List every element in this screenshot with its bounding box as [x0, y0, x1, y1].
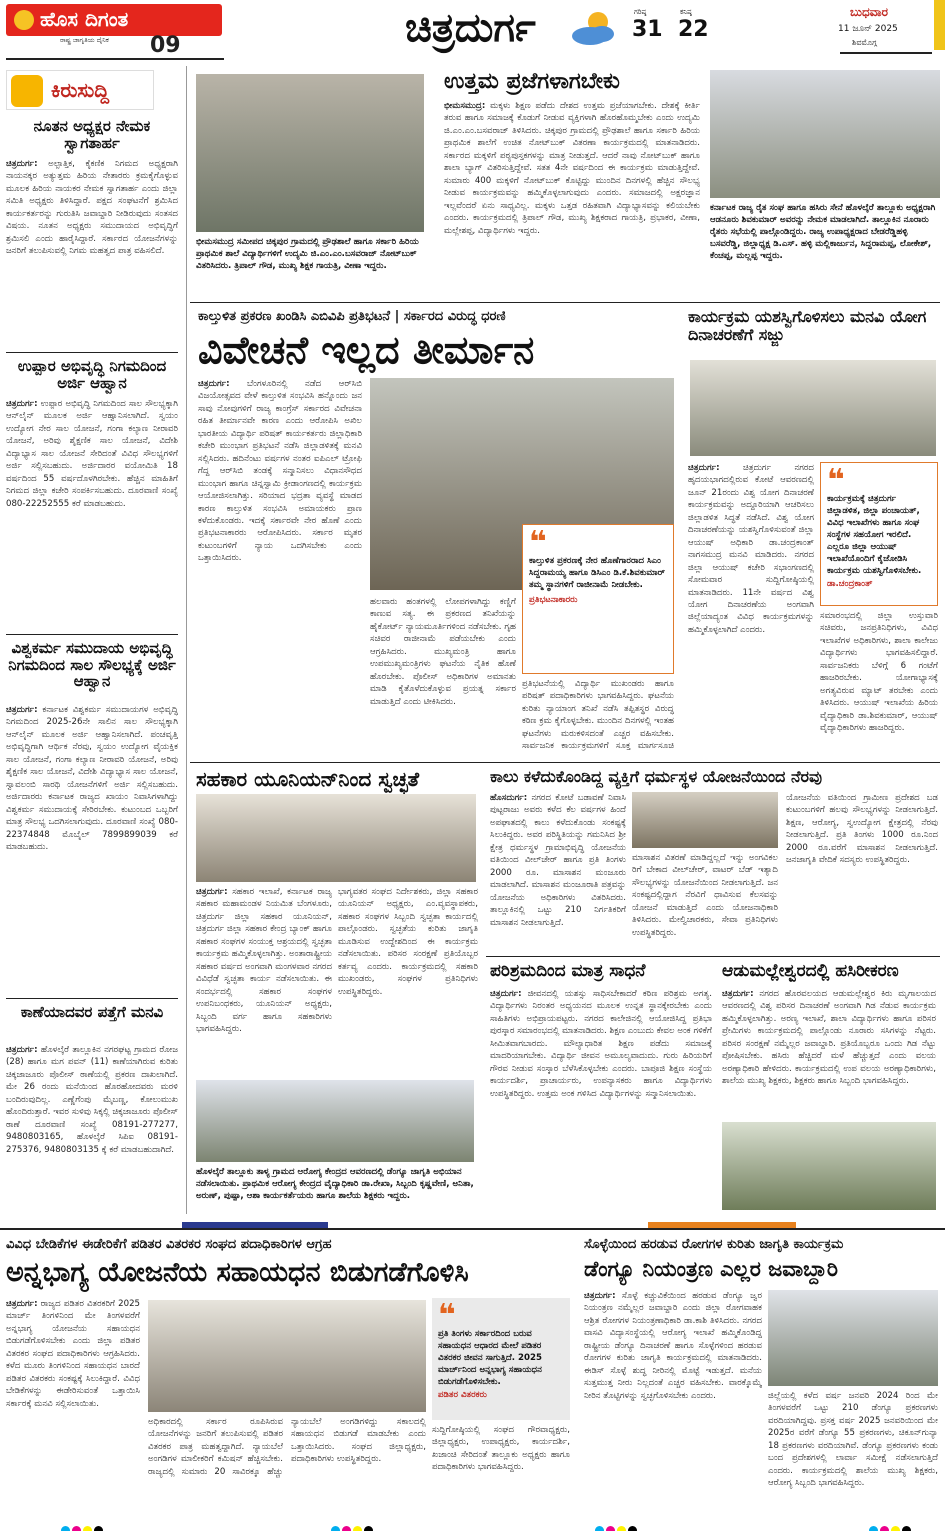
- edge-strip: [934, 0, 945, 50]
- lead-headline: ವಿವೇಚನೆ ಇಲ್ಲದ ತೀರ್ಮಾನ: [198, 328, 535, 372]
- dengue-story: [580, 1234, 940, 1520]
- sahakara-headline: ಸಹಕಾರ ಯೂನಿಯನ್‌ನಿಂದ ಸ್ವಚ್ಛತೆ: [196, 767, 420, 791]
- annabhagya-kicker: ವಿವಿಧ ಬೇಡಿಕೆಗಳ ಈಡೇರಿಕೆಗೆ ಪಡಿತರ ವಿತರಕರ ಸಂಘದ ಪದಾಧಿಕಾರಿಗಳ ಆಗ್ರಹ: [6, 1237, 332, 1252]
- weather-icon: [568, 8, 620, 48]
- yoga-story: [684, 306, 940, 758]
- registration-marks-right: [868, 1520, 912, 1530]
- section-title: ಚಿತ್ರದುರ್ಗ: [405, 5, 536, 51]
- annabhagya-headline: ಅನ್ನಭಾಗ್ಯ ಯೋಜನೆಯ ಸಹಾಯಧನ ಬಿಡುಗಡೆಗೊಳಿಸಿ: [6, 1257, 469, 1288]
- registration-marks-left: [60, 1520, 104, 1530]
- yoga-quote: [820, 462, 938, 606]
- dot: [72, 1526, 81, 1531]
- dengue-school-photo: [196, 1080, 474, 1162]
- annabhagya-story: [0, 1234, 574, 1520]
- sahakara-photo: [196, 794, 476, 882]
- dengue-body-col1: ಚಿತ್ರದುರ್ಗ: ಸೊಳ್ಳೆ ಕಚ್ಚುವಿಕೆಯಿಂದ ಹರಡುವ ಡೆಂಗ್ಯೂ ಜ್ವರ ನಿಯಂತ್ರಣ ನಮ್ಮೆಲ್ಲರ ಜವಾಬ್ದಾರಿ ಎಂದು ಜಿಲ್ಲಾ ರೋಗವಾಹಕ ಆಶ್ರಿತ ರೋಗಗಳ ನಿಯಂತ್ರಣಾಧಿಕಾರಿ ಡಾ.ಕಾಶಿ ತಿಳಿಸಿದರು. ನಗರದ ವಾಸವಿ ವಿದ್ಯಾಸಂಸ್ಥೆಯಲ್ಲಿ ಆರೋಗ್ಯ ಇಲಾಖೆ ಹಮ್ಮಿಕೊಂಡಿದ್ದ ರಾಷ್ಟ್ರೀಯ ಡೆಂಗ್ಯೂ ದಿನಾಚರಣೆ ಹಾಗೂ ಸೊಳ್ಳೆಗಳಿಂದ ಹರಡುವ ರೋಗಗಳ ಕುರಿತು ಜಾಗೃತಿ ಕಾರ್ಯಕ್ರಮದಲ್ಲಿ ಮಾತನಾಡಿದರು. ಈಡಿಸ್ ಸೊಳ್ಳೆ ಶುದ್ಧ ನೀರಿನಲ್ಲಿ ಮೊಟ್ಟೆ ಇಡುತ್ತದೆ. ಮನೆಯ ಸುತ್ತಮುತ್ತ ನೀರು ನಿಲ್ಲದಂತೆ ಎಚ್ಚರ ವಹಿಸಬೇಕು. ವಾರಕ್ಕೊಮ್ಮೆ ನೀರಿನ ತೊಟ್ಟಿಗಳನ್ನು ಸ್ವಚ್ಛಗೊಳಿಸಬೇಕು ಎಂದರು.: [584, 1291, 762, 1401]
- dot: [364, 1526, 373, 1531]
- annabhagya-body-col2: ಅಧಿಕಾರದಲ್ಲಿ ಸರ್ಕಾರ ರೂಪಿಸಿರುವ ಯೋಜನೆಗಳನ್ನು ಜನರಿಗೆ ತಲುಪಿಸುವಲ್ಲಿ ಪಡಿತರ ವಿತರಕರ ಪಾತ್ರ ಮಹತ್ವದ್ದಾಗಿದೆ. ನ್ಯಾಯಬೆಲೆ ಅಂಗಡಿಗಳ ಮಾಲೀಕರಿಗೆ ಕಮಿಷನ್ ಹೆಚ್ಚಿಸಬೇಕು. ರಾಜ್ಯದಲ್ಲಿ ಸುಮಾರು 20 ಸಾವಿರಕ್ಕೂ ಹೆಚ್ಚು ನ್ಯಾಯಬೆಲೆ ಅಂಗಡಿಗಳಿದ್ದು ಸಕಾಲದಲ್ಲಿ ಸಹಾಯಧನ ಬಿಡುಗಡೆ ಮಾಡಬೇಕು ಎಂದು ಒತ್ತಾಯಿಸಿದರು. ಸಂಘದ ಜಿಲ್ಲಾಧ್ಯಕ್ಷರು, ಪದಾಧಿಕಾರಿಗಳು ಉಪಸ್ಥಿತರಿದ್ದರು.: [148, 1417, 426, 1477]
- dengue-school-caption: ಹೊಳಲ್ಕೆರೆ ತಾಲ್ಲೂಕು ತಾಳ್ಯ ಗ್ರಾಮದ ಆರೋಗ್ಯ ಕೇಂದ್ರದ ಆವರಣದಲ್ಲಿ ಡೆಂಗ್ಯೂ ಜಾಗೃತಿ ಅಭಿಯಾನ ನಡೆಸಲಾಯಿತು. ಪ್ರಾಥಮಿಕ ಆರೋಗ್ಯ ಕೇಂದ್ರದ ವೈದ್ಯಾಧಿಕಾರಿ ಡಾ.ರೇಖಾ, ಸಿಬ್ಬಂದಿ ಕೃಷ್ಣವೇಣಿ, ಅನಿತಾ, ಅರುಣ್, ಪುಷ್ಪಾ, ಆಶಾ ಕಾರ್ಯಕರ್ತೆಯರು ಹಾಗೂ ಶಾಲೆಯ ಶಿಕ್ಷಕರು ಇದ್ದರು.: [196, 1167, 474, 1202]
- dengue-headline: ಡೆಂಗ್ಯೂ ನಿಯಂತ್ರಣ ಎಲ್ಲರ ಜವಾಬ್ದಾರಿ: [584, 1257, 838, 1281]
- sahakara-body-col1: ಚಿತ್ರದುರ್ಗ: ಸಹಕಾರ ಇಲಾಖೆ, ಕರ್ನಾಟಕ ರಾಜ್ಯ ಸಹಕಾರ ಮಹಾಮಂಡಳ ನಿಯಮಿತ ಬೆಂಗಳೂರು, ಚಿತ್ರದುರ್ಗ ಜಿಲ್ಲಾ ಸಹಕಾರ ಯೂನಿಯನ್, ಚಿತ್ರದುರ್ಗ ಜಿಲ್ಲಾ ಸಹಕಾರ ಕೇಂದ್ರ ಬ್ಯಾಂಕ್ ಹಾಗೂ ಸಹಕಾರ ಸಂಘಗಳ ಸಂಯುಕ್ತ ಆಶ್ರಯದಲ್ಲಿ ಸ್ವಚ್ಛತಾ ಕಾರ್ಯಕ್ರಮ ಹಮ್ಮಿಕೊಳ್ಳಲಾಗಿತ್ತು. ಅಂತಾರಾಷ್ಟ್ರೀಯ ಸಹಕಾರ ವರ್ಷದ ಅಂಗವಾಗಿ ಮಂಗಳವಾರ ನಗರದ ವಿವಿಧೆಡೆ ಸ್ವಚ್ಛತಾ ಕಾರ್ಯ ನಡೆಸಲಾಯಿತು. ಈ ಸಂದರ್ಭದಲ್ಲಿ ಸಹಕಾರ ಸಂಘಗಳ ಉಪನಿಬಂಧಕರು, ಯೂನಿಯನ್ ಅಧ್ಯಕ್ಷರು, ಸಿಬ್ಬಂದಿ ವರ್ಗ ಹಾಗೂ ಸಹಕಾರಿಗಳು ಭಾಗವಹಿಸಿದ್ದರು.: [196, 887, 332, 1034]
- lead-kicker: ಕಾಲ್ತುಳಿತ ಪ್ರಕರಣ ಖಂಡಿಸಿ ಎಬಿವಿಪಿ ಪ್ರತಿಭಟನೆ | ಸರ್ಕಾರದ ವಿರುದ್ಧ ಧರಣಿ: [198, 309, 506, 324]
- story-headline-prajegalu: ಉತ್ತಮ ಪ್ರಜೆಗಳಾಗಬೇಕು: [444, 69, 620, 94]
- paper-logo: [6, 4, 222, 36]
- lead-story: [192, 306, 680, 758]
- story4-body: ಚಿತ್ರದುರ್ಗ: ಹೊಳಲ್ಕೆರೆ ತಾಲ್ಲೂಕಿನ ನಗರಘಟ್ಟ ಗ್ರಾಮದ ರೋಜ (28) ಹಾಗೂ ಮಗ ಪವನ್ (11) ಕಾಣೆಯಾಗಿರುವ ಕುರಿತು ಚಿಕ್ಕಜಾಜೂರು ಪೊಲೀಸ್ ಠಾಣೆಯಲ್ಲಿ ಪ್ರಕರಣ ದಾಖಲಾಗಿದೆ. ಮೇ 26 ರಂದು ಮನೆಯಿಂದ ಹೊರಹೋದವರು ಮರಳಿ ಬಂದಿರುವುದಿಲ್ಲ. ಎಣ್ಣೆಗೆಂಪು ಮೈಬಣ್ಣ, ಕೋಲುಮುಖ ಹೊಂದಿರುತ್ತಾರೆ. ಇವರ ಸುಳಿವು ಸಿಕ್ಕಲ್ಲಿ ಚಿಕ್ಕಜಾಜೂರು ಪೊಲೀಸ್ ಠಾಣೆ ದೂರವಾಣಿ ಸಂಖ್ಯೆ 08191-277277, 9480803165, ಹೊಳಲ್ಕೆರೆ ಸಿಪಿಐ 08191-275376, 9480803135 ಕ್ಕೆ ಕರೆ ಮಾಡಬಹುದಾಗಿದೆ.: [6, 1045, 178, 1155]
- annabhagya-quote: [432, 1298, 570, 1420]
- dot: [94, 1526, 103, 1531]
- lead-quote: [522, 524, 674, 674]
- dot: [595, 1526, 604, 1531]
- farmers-photo-caption: ಕರ್ನಾಟಕ ರಾಜ್ಯ ರೈತ ಸಂಘ ಹಾಗೂ ಹಸಿರು ಸೇನೆ ಹೊಳಲ್ಕೆರೆ ತಾಲ್ಲೂಕು ಅಧ್ಯಕ್ಷರಾಗಿ ಆಡನೂರು ಶಿವಕುಮಾರ್ ಅವರನ್ನು ನೇಮಕ ಮಾಡಲಾಗಿದೆ. ತಾಲ್ಲೂಕಿನ ನೂರಾರು ರೈತರು ಸಭೆಯಲ್ಲಿ ಪಾಲ್ಗೊಂಡಿದ್ದರು. ರಾಜ್ಯ ಉಪಾಧ್ಯಕ್ಷರಾದ ಬೇಡರೆಡ್ಡಿಹಳ್ಳಿ ಬಸವರೆಡ್ಡಿ, ಜಿಲ್ಲಾಧ್ಯಕ್ಷ ಡಿ.ಎಸ್. ಹಳ್ಳಿ ಮಲ್ಲಿಕಾರ್ಜುನ, ಸಿದ್ದರಾಮಪ್ಪ, ಲೋಕೇಶ್, ಕೆಂಚಪ್ಪ, ಮಲ್ಲಪ್ಪ ಇದ್ದರು.: [710, 203, 936, 262]
- dot: [342, 1526, 351, 1531]
- paper-name: ಹೊಸ ದಿಗಂತ: [40, 7, 129, 31]
- story2-body: ಚಿತ್ರದುರ್ಗ: ಉಪ್ಪಾರ ಅಭಿವೃದ್ಧಿ ನಿಗಮದಿಂದ ಸಾಲ ಸೌಲಭ್ಯಕ್ಕಾಗಿ ಆನ್‌ಲೈನ್ ಮೂಲಕ ಅರ್ಜಿ ಆಹ್ವಾನಿಸಲಾಗಿದೆ. ಸ್ವಯಂ ಉದ್ಯೋಗ ನೇರ ಸಾಲ ಯೋಜನೆ, ಗಂಗಾ ಕಲ್ಯಾಣ ನೀರಾವರಿ ಯೋಜನೆ, ಅರಿವು ಶೈಕ್ಷಣಿಕ ಸಾಲ ಯೋಜನೆ, ವಿದೇಶಿ ವಿದ್ಯಾಭ್ಯಾಸ ಸಾಲ ಯೋಜನೆ ಸೇರಿದಂತೆ ವಿವಿಧ ಸೌಲಭ್ಯಗಳಿಗೆ ಅರ್ಜಿ ಸಲ್ಲಿಸಬಹುದು. ಅರ್ಜಿದಾರರ ವಯೋಮಿತಿ 18 ವರ್ಷದಿಂದ 55 ವರ್ಷದೊಳಗಿರಬೇಕು. ಹೆಚ್ಚಿನ ಮಾಹಿತಿಗೆ ನಿಗಮದ ಜಿಲ್ಲಾ ಕಚೇರಿ ಸಂಪರ್ಕಿಸಬಹುದು. ದೂರವಾಣಿ ಸಂಖ್ಯೆ 080-22252555 ಕರೆ ಮಾಡಬಹುದು.: [6, 399, 178, 509]
- adumalleshwara-story: [718, 960, 940, 1214]
- lead-quote-text: ಕಾಲ್ತುಳಿತ ಪ್ರಕರಣಕ್ಕೆ ನೇರ ಹೊಣೆಗಾರರಾದ ಸಿಎಂ ಸಿದ್ದರಾಮಯ್ಯ ಹಾಗೂ ಡಿಸಿಎಂ ಡಿ.ಕೆ.ಶಿವಕುಮಾರ್ ತಮ್ಮ ಸ್ಥಾನಗಳಿಗೆ ರಾಜೀನಾಮೆ ನೀಡಬೇಕು.: [529, 556, 665, 591]
- farmers-photo: [710, 70, 940, 198]
- annabhagya-photo: [148, 1300, 426, 1412]
- divider: [190, 302, 940, 303]
- quote-mark-icon: ❝: [438, 1298, 456, 1333]
- sun-cloud-icon: [568, 8, 620, 48]
- dot: [628, 1526, 637, 1531]
- dot: [331, 1526, 340, 1531]
- divider: [6, 352, 178, 353]
- lead-quote-author: ಪ್ರತಿಭಟನಾಕಾರರು: [529, 595, 578, 606]
- city: ಶಿವಮೊಗ್ಗ: [852, 38, 877, 47]
- column-divider: [186, 66, 187, 1214]
- annabhagya-quote-text: ಪ್ರತಿ ತಿಂಗಳು ಸರ್ಕಾರದಿಂದ ಬರುವ ಸಹಾಯಧನ ಆಧಾರದ ಮೇಲೆ ಪಡಿತರ ವಿತರಕರ ಜೀವನ ಸಾಗುತ್ತಿದೆ. 2025 ಮಾರ್ಚ್‌ನಿಂದ ಅನ್ನಭಾಗ್ಯ ಸಹಾಯಧನ ಬಿಡುಗಡೆಗೊಳಿಸಬೇಕು.: [438, 1329, 542, 1388]
- school-photo-caption: ಭೀಮಸಮುದ್ರ ಸಮೀಪದ ಚಿಕ್ಕಪುರ ಗ್ರಾಮದಲ್ಲಿ ಪ್ರೌಢಶಾಲೆ ಹಾಗೂ ಸರ್ಕಾರಿ ಹಿರಿಯ ಪ್ರಾಥಮಿಕ ಶಾಲೆ ವಿದ್ಯಾರ್ಥಿಗಳಿಗೆ ಉದ್ಯಮಿ ಜಿ.ಎಂ.ಎಂ.ಬಸವರಾಜ್ ನೋಟ್‌ಬುಕ್ ವಿತರಿಸಿದರು. ತ್ರಿಪಾಲ್ ಗೌಡ, ಮುಖ್ಯ ಶಿಕ್ಷಕ ಗಾಯತ್ರಿ, ವೀಣಾ ಇದ್ದರು.: [196, 237, 419, 272]
- annabhagya-quote-author: ಪಡಿತರ ವಿತರಕರು: [438, 1390, 487, 1401]
- masthead-rule-right: [840, 52, 932, 54]
- quote-mark-icon: ❝: [827, 463, 845, 498]
- divider: [6, 998, 178, 999]
- story4-headline: ಕಾಣೆಯಾದವರ ಪತ್ತೆಗೆ ಮನವಿ: [20, 1003, 164, 1021]
- divider: [0, 1228, 945, 1230]
- masthead: [0, 0, 945, 60]
- dharmasthala-body-col2: ಮಾಸಾಶನ ವಿತರಣೆ ಮಾಡಿದ್ದಲ್ಲದೆ ಇನ್ನು ಅಂಗವಿಕಲ ರಿಗೆ ಬೇಕಾದ ವೀಲ್‌ಚೇರ್, ವಾಟರ್ ಬೆಡ್ ಇತ್ಯಾದಿ ಸೌಲಭ್ಯಗಳನ್ನು ಯೋಜನೆಯಿಂದ ನೀಡಲಾಗುತ್ತಿದೆ. ಜನ ಸಂಕಷ್ಟದಲ್ಲಿದ್ದಾಗ ನೆರವಿಗೆ ಧಾವಿಸುವ ಕೆಲಸವನ್ನು ಯೋಜನೆ ಮಾಡುತ್ತಿದೆ ಎಂದು ಯೋಜನಾಧಿಕಾರಿ ತಿಳಿಸಿದರು. ಮೇಲ್ವಿಚಾರಕರು, ಸೇವಾ ಪ್ರತಿನಿಧಿಗಳು ಉಪಸ್ಥಿತರಿದ್ದರು.: [632, 853, 778, 938]
- story1-headline: ನೂತನ ಅಧ್ಯಕ್ಷರ ನೇಮಕ ಸ್ವಾಗತಾರ್ಹ: [33, 117, 151, 152]
- dot: [353, 1526, 362, 1531]
- quote-mark-icon: ❝: [529, 525, 547, 560]
- page-number: 09: [150, 33, 181, 58]
- dot: [869, 1526, 878, 1531]
- story3-headline: ವಿಶ್ವಕರ್ಮ ಸಮುದಾಯ ಅಭಿವೃದ್ಧಿ ನಿಗಮದಿಂದ ಸಾಲ ಸೌಲಭ್ಯಕ್ಕೆ ಅರ್ಜಿ ಆಹ್ವಾನ: [8, 639, 176, 690]
- lamp-icon: [14, 10, 34, 30]
- lead-body-col2: ಹಲವಾರು ಹಂತಗಳಲ್ಲಿ ಲೋಪಗಳಾಗಿದ್ದು ಕಣ್ಣಿಗೆ ಕಾಣುವ ಸತ್ಯ. ಈ ಪ್ರಕರಣದ ತನಿಖೆಯನ್ನು ಹೈಕೋರ್ಟ್ ನ್ಯಾಯಮೂರ್ತಿಗಳಿಂದ ನಡೆಸಬೇಕು. ಗೃಹ ಸಚಿವರ ರಾಜೀನಾಮೆ ಪಡೆಯಬೇಕು ಎಂದು ಆಗ್ರಹಿಸಿದರು. ಮುಖ್ಯಮಂತ್ರಿ ಹಾಗೂ ಉಪಮುಖ್ಯಮಂತ್ರಿಗಳು ಘಟನೆಯ ನೈತಿಕ ಹೊಣೆ ಹೊರಬೇಕು. ಪೊಲೀಸ್ ಅಧಿಕಾರಿಗಳ ಅಮಾನತು ಮಾಡಿ ಕೈತೊಳೆದುಕೊಳ್ಳುವ ಪ್ರಯತ್ನ ಸರ್ಕಾರ ಮಾಡುತ್ತಿದೆ ಎಂದು ಟೀಕಿಸಿದರು.: [370, 597, 516, 707]
- annabhagya-body-col3: ಸುದ್ದಿಗೋಷ್ಠಿಯಲ್ಲಿ ಸಂಘದ ಗೌರವಾಧ್ಯಕ್ಷರು, ಜಿಲ್ಲಾಧ್ಯಕ್ಷರು, ಉಪಾಧ್ಯಕ್ಷರು, ಕಾರ್ಯದರ್ಶಿ, ಖಜಾಂಚಿ ಸೇರಿದಂತೆ ತಾಲ್ಲೂಕು ಅಧ್ಯಕ್ಷರು ಹಾಗೂ ಪದಾಧಿಕಾರಿಗಳು ಭಾಗವಹಿಸಿದ್ದರು.: [432, 1425, 570, 1473]
- yoga-body-col2: ಸಮಾರಂಭದಲ್ಲಿ ಜಿಲ್ಲಾ ಉಸ್ತುವಾರಿ ಸಚಿವರು, ಜನಪ್ರತಿನಿಧಿಗಳು, ವಿವಿಧ ಇಲಾಖೆಗಳ ಅಧಿಕಾರಿಗಳು, ಶಾಲಾ ಕಾಲೇಜು ವಿದ್ಯಾರ್ಥಿಗಳು ಭಾಗವಹಿಸಲಿದ್ದಾರೆ. ಸಾರ್ವಜನಿಕರು ಬೆಳಿಗ್ಗೆ 6 ಗಂಟೆಗೆ ಹಾಜರಿರಬೇಕು. ಯೋಗಾಭ್ಯಾಸಕ್ಕೆ ಅಗತ್ಯವಿರುವ ಮ್ಯಾಟ್ ತರಬೇಕು ಎಂದು ತಿಳಿಸಿದರು. ಆಯುಷ್ ಇಲಾಖೆಯ ಹಿರಿಯ ವೈದ್ಯಾಧಿಕಾರಿ ಡಾ.ಶಿವಕುಮಾರ್, ಆಯುಷ್ ವೈದ್ಯಾಧಿಕಾರಿಗಳು ಹಾಜರಿದ್ದರು.: [820, 611, 938, 734]
- annabhagya-body-col1: ಚಿತ್ರದುರ್ಗ: ರಾಜ್ಯದ ಪಡಿತರ ವಿತರಕರಿಗೆ 2025 ಮಾರ್ಚ್ ತಿಂಗಳಿನಿಂದ ಮೇ ತಿಂಗಳವರೆಗೆ ಅನ್ನಭಾಗ್ಯ ಯೋಜನೆಯ ಸಹಾಯಧನ ಬಿಡುಗಡೆಗೊಳಿಸಬೇಕು ಎಂದು ಜಿಲ್ಲಾ ಪಡಿತರ ವಿತರಕರ ಸಂಘದ ಪದಾಧಿಕಾರಿಗಳು ಆಗ್ರಹಿಸಿದರು. ಕಳೆದ ಮೂರು ತಿಂಗಳಿನಿಂದ ಸಹಾಯಧನ ಬಾರದೆ ಪಡಿತರ ವಿತರಕರು ಸಂಕಷ್ಟಕ್ಕೆ ಸಿಲುಕಿದ್ದಾರೆ. ವಿವಿಧ ಬೇಡಿಕೆಗಳನ್ನು ಈಡೇರಿಸುವಂತೆ ಒತ್ತಾಯಿಸಿ ಸರ್ಕಾರಕ್ಕೆ ಮನವಿ ಸಲ್ಲಿಸಲಾಯಿತು.: [6, 1299, 140, 1409]
- sahakara-story: [192, 766, 482, 1076]
- yoga-body-col1: ಚಿತ್ರದುರ್ಗ: ಚಿತ್ರದುರ್ಗ ನಗರದ ಹೃದಯಭಾಗದಲ್ಲಿರುವ ಕೋಟೆ ಆವರಣದಲ್ಲಿ ಜೂನ್ 21ರಂದು ವಿಶ್ವ ಯೋಗ ದಿನಾಚರಣೆ ಕಾರ್ಯಕ್ರಮವನ್ನು ಅದ್ದೂರಿಯಾಗಿ ಆಚರಿಸಲು ಜಿಲ್ಲಾಡಳಿತ ಸಿದ್ಧತೆ ನಡೆಸಿದೆ. ವಿಶ್ವ ಯೋಗ ದಿನಾಚರಣೆಯನ್ನು ಯಶಸ್ವಿಗೊಳಿಸುವಂತೆ ಜಿಲ್ಲಾ ಆಯುಷ್ ಅಧಿಕಾರಿ ಡಾ.ಚಂದ್ರಕಾಂತ್ ನಾಗಸಮುದ್ರ ಮನವಿ ಮಾಡಿದರು. ನಗರದ ಜಿಲ್ಲಾ ಆಯುಷ್ ಕಚೇರಿ ಸಭಾಂಗಣದಲ್ಲಿ ಸೋಮವಾರ ಸುದ್ದಿಗೋಷ್ಠಿಯಲ್ಲಿ ಮಾತನಾಡಿದರು. 11ನೇ ವರ್ಷದ ವಿಶ್ವ ಯೋಗ ದಿನಾಚರಣೆಯ ಅಂಗವಾಗಿ ಜಿಲ್ಲೆಯಾದ್ಯಂತ ವಿವಿಧ ಕಾರ್ಯಕ್ರಮಗಳನ್ನು ಹಮ್ಮಿಕೊಳ್ಳಲಾಗಿದೆ ಎಂದರು.: [688, 463, 814, 635]
- story1-body: ಚಿತ್ರದುರ್ಗ: ಅಲ್ಪಾತ್ತಿಕ, ಕೈಕಣಿಕ ನಿಗಮದ ಅಧ್ಯಕ್ಷರಾಗಿ ನಾಯನಕ್ಕರ ಅತ್ಯುತ್ತಮ ಹಿರಿಯ ನೇತಾರರು ಕ್ರಮಕೈಗೊಳ್ಳುವ ಮೂಲಕ ಹಿರಿಯ ನಾಯಕರ ನೇಮಕ ಸ್ವಾಗತಾರ್ಹ ಎಂದು ಜಿಲ್ಲಾ ಸಮಿತಿ ಅಧ್ಯಕ್ಷರು ತಿಳಿಸಿದ್ದಾರೆ. ಪಕ್ಷದ ಸಂಘಟನೆಗೆ ಶ್ರಮಿಸಿದ ಕಾರ್ಯಕರ್ತರನ್ನು ಗುರುತಿಸಿ ಜವಾಬ್ದಾರಿ ನೀಡಿರುವುದು ಸಂತಸದ ವಿಷಯ. ನೂತನ ಅಧ್ಯಕ್ಷರು ಸಮುದಾಯದ ಅಭಿವೃದ್ಧಿಗೆ ಶ್ರಮಿಸಲಿ ಎಂದು ಹಾರೈಸಿದ್ದಾರೆ. ಸರ್ಕಾರದ ಯೋಜನೆಗಳನ್ನು ಜನರಿಗೆ ತಲುಪಿಸುವಲ್ಲಿ ನಿಗಮ ಮಹತ್ವದ ಪಾತ್ರ ವಹಿಸಲಿದೆ.: [6, 159, 178, 257]
- dot: [606, 1526, 615, 1531]
- dengue-photo: [768, 1290, 938, 1386]
- story1-dateline: ಚಿತ್ರದುರ್ಗ:: [6, 159, 38, 169]
- adumalleshwara-photo: [722, 1122, 936, 1210]
- lead-body-col3: ಪ್ರತಿಭಟನೆಯಲ್ಲಿ ವಿದ್ಯಾರ್ಥಿ ಮುಖಂಡರು ಹಾಗೂ ಪರಿಷತ್ ಪದಾಧಿಕಾರಿಗಳು ಭಾಗವಹಿಸಿದ್ದರು. ಘಟನೆಯ ಕುರಿತು ನ್ಯಾಯಾಂಗ ತನಿಖೆ ನಡೆಸಿ ತಪ್ಪಿತಸ್ಥರ ವಿರುದ್ಧ ಕಠಿಣ ಕ್ರಮ ಕೈಗೊಳ್ಳಬೇಕು. ಮುಂದಿನ ದಿನಗಳಲ್ಲಿ ಇಂತಹ ಘಟನೆಗಳು ಮರುಕಳಿಸದಂತೆ ಎಚ್ಚರ ವಹಿಸಬೇಕು. ಸಾರ್ವಜನಿಕ ಕಾರ್ಯಕ್ರಮಗಳಿಗೆ ಸೂಕ್ತ ಮಾರ್ಗಸೂಚಿ: [522, 679, 674, 752]
- dharmasthala-headline: ಕಾಲು ಕಳೆದುಕೊಂಡಿದ್ದ ವ್ಯಕ್ತಿಗೆ ಧರ್ಮಸ್ಥಳ ಯೋಜನೆಯಿಂದ ನೆರವು: [490, 767, 822, 786]
- masthead-rule: [6, 58, 224, 60]
- registration-marks-mid2: [594, 1520, 638, 1530]
- dharmasthala-body-col3: ಯೋಜನೆಯ ವತಿಯಿಂದ ಗ್ರಾಮೀಣ ಪ್ರದೇಶದ ಬಡ ಕುಟುಂಬಗಳಿಗೆ ಹಲವು ಸೌಲಭ್ಯಗಳನ್ನು ನೀಡಲಾಗುತ್ತಿದೆ. ಶಿಕ್ಷಣ, ಆರೋಗ್ಯ, ಸ್ವಉದ್ಯೋಗ ಕ್ಷೇತ್ರದಲ್ಲಿ ನೆರವು ನೀಡಲಾಗುತ್ತಿದೆ. ಪ್ರತಿ ತಿಂಗಳು 1000 ರೂ.ನಿಂದ 2000 ರೂ.ವರೆಗೆ ಮಾಸಾಶನ ನೀಡಲಾಗುತ್ತಿದೆ. ಜನಜಾಗೃತಿ ವೇದಿಕೆ ಸದಸ್ಯರು ಉಪಸ್ಥಿತರಿದ್ದರು.: [786, 793, 938, 866]
- dot: [617, 1526, 626, 1531]
- story2-headline: ಉಪ್ಪಾರ ಅಭಿವೃದ್ಧಿ ನಿಗಮದಿಂದ ಅರ್ಜಿ ಆಹ್ವಾನ: [17, 357, 167, 392]
- adumalleshwara-headline: ಆಡುಮಲ್ಲೇಶ್ವರದಲ್ಲಿ ಹಸಿರೀಕರಣ: [722, 961, 899, 981]
- temp-max-label: ಗರಿಷ್ಠ: [634, 8, 647, 16]
- dengue-kicker: ಸೊಳ್ಳೆಯಿಂದ ಹರಡುವ ರೋಗಗಳ ಕುರಿತು ಜಾಗೃತಿ ಕಾರ್ಯಕ್ರಮ: [584, 1237, 844, 1252]
- hand-icon: [11, 75, 43, 107]
- weekday: ಬುಧವಾರ: [850, 5, 888, 19]
- yoga-quote-author: ಡಾ.ಚಂದ್ರಕಾಂತ್: [827, 579, 873, 590]
- adumalleshwara-body: ಚಿತ್ರದುರ್ಗ: ನಗರದ ಹೊರವಲಯದ ಆಡುಮಲ್ಲೇಶ್ವರ ಕಿರು ಮೃಗಾಲಯದ ಆವರಣದಲ್ಲಿ ವಿಶ್ವ ಪರಿಸರ ದಿನಾಚರಣೆ ಅಂಗವಾಗಿ ಗಿಡ ನೆಡುವ ಕಾರ್ಯಕ್ರಮ ಹಮ್ಮಿಕೊಳ್ಳಲಾಗಿತ್ತು. ಅರಣ್ಯ ಇಲಾಖೆ, ಶಾಲಾ ವಿದ್ಯಾರ್ಥಿಗಳು ಹಾಗೂ ಪರಿಸರ ಪ್ರೇಮಿಗಳು ಕಾರ್ಯಕ್ರಮದಲ್ಲಿ ಪಾಲ್ಗೊಂಡು ನೂರಾರು ಸಸಿಗಳನ್ನು ನೆಟ್ಟರು. ಪರಿಸರ ಸಂರಕ್ಷಣೆ ನಮ್ಮೆಲ್ಲರ ಜವಾಬ್ದಾರಿ. ಪ್ರತಿಯೊಬ್ಬರೂ ಒಂದು ಗಿಡ ನೆಟ್ಟು ಪೋಷಿಸಬೇಕು. ಹಸಿರು ಹೆಚ್ಚಿದರೆ ಮಳೆ ಹೆಚ್ಚುತ್ತದೆ ಎಂದು ವಲಯ ಅರಣ್ಯಾಧಿಕಾರಿ ಹೇಳಿದರು. ಕಾರ್ಯಕ್ರಮದಲ್ಲಿ ಉಪ ವಲಯ ಅರಣ್ಯಾಧಿಕಾರಿಗಳು, ಶಾಲೆಯ ಮುಖ್ಯ ಶಿಕ್ಷಕರು, ಶಿಕ್ಷಕರು ಹಾಗೂ ಸಿಬ್ಬಂದಿ ಭಾಗವಹಿಸಿದ್ದರು.: [722, 989, 936, 1087]
- dengue-body-col2: ಜಿಲ್ಲೆಯಲ್ಲಿ ಕಳೆದ ವರ್ಷ ಜನವರಿ 2024 ರಿಂದ ಮೇ ತಿಂಗಳವರೆಗೆ ಒಟ್ಟು 210 ಡೆಂಗ್ಯೂ ಪ್ರಕರಣಗಳು ವರದಿಯಾಗಿದ್ದವು. ಪ್ರಸಕ್ತ ವರ್ಷ 2025 ಜನವರಿಯಿಂದ ಮೇ 2025ರ ವರೆಗೆ ಡೆಂಗ್ಯೂ 55 ಪ್ರಕರಣಗಳು, ಚಿಕೂನ್‌ಗುನ್ಯಾ 18 ಪ್ರಕರಣಗಳು ವರದಿಯಾಗಿವೆ. ಡೆಂಗ್ಯೂ ಪ್ರಕರಣಗಳು ಕಂಡು ಬಂದ ಪ್ರದೇಶಗಳಲ್ಲಿ ಲಾರ್ವಾ ಸಮೀಕ್ಷೆ ನಡೆಸಲಾಗುತ್ತಿದೆ ಎಂದರು. ಕಾರ್ಯಕ್ರಮದಲ್ಲಿ ಶಾಲೆಯ ಮುಖ್ಯ ಶಿಕ್ಷಕರು, ಆರೋಗ್ಯ ಸಿಬ್ಬಂದಿ ಭಾಗವಹಿಸಿದ್ದರು.: [768, 1391, 938, 1489]
- story3-body: ಚಿತ್ರದುರ್ಗ: ಕರ್ನಾಟಕ ವಿಶ್ವಕರ್ಮ ಸಮುದಾಯಗಳ ಅಭಿವೃದ್ಧಿ ನಿಗಮದಿಂದ 2025-26ನೇ ಸಾಲಿನ ಸಾಲ ಸೌಲಭ್ಯಕ್ಕಾಗಿ ಆನ್‌ಲೈನ್ ಮೂಲಕ ಅರ್ಜಿ ಆಹ್ವಾನಿಸಲಾಗಿದೆ. ಪಂಚವೃತ್ತಿ ಅಭಿವೃದ್ಧಿಗಾಗಿ ಆರ್ಥಿಕ ನೆರವು, ಸ್ವಯಂ ಉದ್ಯೋಗ ವೈಯಕ್ತಿಕ ಸಾಲ ಯೋಜನೆ, ಗಂಗಾ ಕಲ್ಯಾಣ ನೀರಾವರಿ ಯೋಜನೆ, ಅರಿವು ಶೈಕ್ಷಣಿಕ ಸಾಲ ಯೋಜನೆ, ವಿದೇಶಿ ವಿದ್ಯಾಭ್ಯಾಸ ಸಾಲ ಯೋಜನೆ, ಸ್ವಾವಲಂಬಿ ಸಾರಥಿ ಯೋಜನೆಗಳಿಗೆ ಅರ್ಜಿ ಸಲ್ಲಿಸಬಹುದು. ಅರ್ಜಿದಾರರು ಕರ್ನಾಟಕ ರಾಜ್ಯದ ಖಾಯಂ ನಿವಾಸಿಗಳಾಗಿದ್ದು ವಿಶ್ವಕರ್ಮ ಸಮುದಾಯಕ್ಕೆ ಸೇರಿರಬೇಕು. ಕುಟುಂಬದ ಒಬ್ಬರಿಗೆ ಮಾತ್ರ ಸೌಲಭ್ಯ ಒದಗಿಸಲಾಗುವುದು. ದೂರವಾಣಿ ಸಂಖ್ಯೆ 080-22374848 ಮೊಬೈಲ್ 7899899039 ಕರೆ ಮಾಡಬಹುದು.: [6, 705, 178, 852]
- dot: [83, 1526, 92, 1531]
- parishrama-story: [486, 960, 714, 1214]
- yoga-quote-text: ಕಾರ್ಯಕ್ರಮಕ್ಕೆ ಚಿತ್ರದುರ್ಗ ಜಿಲ್ಲಾಡಳಿತ, ಜಿಲ್ಲಾ ಪಂಚಾಯತ್, ವಿವಿಧ ಇಲಾಖೆಗಳು ಹಾಗೂ ಸಂಘ ಸಂಸ್ಥೆಗಳ ಸಹಯೋಗ ಇರಲಿದೆ. ಎಲ್ಲರೂ ಜಿಲ್ಲಾ ಆಯುಷ್ ಇಲಾಖೆಯೊಂದಿಗೆ ಕೈಜೋಡಿಸಿ ಕಾರ್ಯಕ್ರಮ ಯಶಸ್ವಿಗೊಳಿಸಬೇಕು.: [827, 494, 922, 577]
- school-photo: [196, 74, 424, 232]
- sahakara-body-col2: ಭಾಗ್ಯವತರ ಸಂಘದ ನಿರ್ದೇಶಕರು, ಜಿಲ್ಲಾ ಸಹಕಾರ ಯೂನಿಯನ್ ಅಧ್ಯಕ್ಷರು, ಎಂ.ವ್ಯವಸ್ಥಾಪಕರು, ಸಹಕಾರ ಸಂಘಗಳ ಸಿಬ್ಬಂದಿ ಸ್ವಚ್ಛತಾ ಕಾರ್ಯದಲ್ಲಿ ಪಾಲ್ಗೊಂಡರು. ಸ್ವಚ್ಛತೆಯ ಕುರಿತು ಜಾಗೃತಿ ಮೂಡಿಸುವ ಉದ್ದೇಶದಿಂದ ಈ ಕಾರ್ಯಕ್ರಮ ನಡೆಸಲಾಯಿತು. ಪರಿಸರ ಸಂರಕ್ಷಣೆ ಪ್ರತಿಯೊಬ್ಬರ ಕರ್ತವ್ಯ ಎಂದರು. ಕಾರ್ಯಕ್ರಮದಲ್ಲಿ ಸಹಕಾರಿ ಮುಖಂಡರು, ಸಂಘಗಳ ಪ್ರತಿನಿಧಿಗಳು ಉಪಸ್ಥಿತರಿದ್ದರು.: [338, 887, 478, 997]
- lead-body-col1: ಚಿತ್ರದುರ್ಗ: ಬೆಂಗಳೂರಿನಲ್ಲಿ ನಡೆದ ಆರ್‌ಸಿಬಿ ವಿಜಯೋತ್ಸವದ ವೇಳೆ ಕಾಲ್ತುಳಿತ ಸಂಭವಿಸಿ ಹನ್ನೊಂದು ಜನ ಸಾವು ನೋವುಗಳಿಗೆ ರಾಜ್ಯ ಕಾಂಗ್ರೆಸ್ ಸರ್ಕಾರದ ವಿವೇಚನಾ ರಹಿತ ತೀರ್ಮಾನವೇ ಕಾರಣ ಎಂದು ಆರೋಪಿಸಿ ಅಖಿಲ ಭಾರತೀಯ ವಿದ್ಯಾರ್ಥಿ ಪರಿಷತ್ ಕಾರ್ಯಕರ್ತರು ಜಿಲ್ಲಾಧಿಕಾರಿ ಕಚೇರಿ ಮುಂಭಾಗ ಪ್ರತಿಭಟನೆ ನಡೆಸಿ ಜಿಲ್ಲಾಡಳಿತಕ್ಕೆ ಮನವಿ ಸಲ್ಲಿಸಿದರು. ಹದಿನೆಂಟು ವರ್ಷಗಳ ನಂತರ ಐಪಿಎಲ್ ಟ್ರೋಫಿ ಗೆದ್ದ ಆರ್‌ಸಿಬಿ ತಂಡಕ್ಕೆ ಸನ್ಮಾನಿಸಲು ವಿಧಾನಸೌಧದ ಮುಂಭಾಗ ಹಾಗೂ ಚಿನ್ನಸ್ವಾಮಿ ಕ್ರೀಡಾಂಗಣದಲ್ಲಿ ಕಾರ್ಯಕ್ರಮ ಆಯೋಜಿಸಲಾಗಿತ್ತು. ಸರಿಯಾದ ಭದ್ರತಾ ವ್ಯವಸ್ಥೆ ಮಾಡದ ಕಾರಣ ಕಾಲ್ತುಳಿತ ಸಂಭವಿಸಿ ಅಮಾಯಕರು ಪ್ರಾಣ ಕಳೆದುಕೊಂಡರು. ಇದಕ್ಕೆ ಸರ್ಕಾರವೇ ನೇರ ಹೊಣೆ ಎಂದು ಪ್ರತಿಭಟನಾಕಾರರು ಆರೋಪಿಸಿದರು. ಸರ್ಕಾರ ಮೃತರ ಕುಟುಂಬಗಳಿಗೆ ನ್ಯಾಯ ಒದಗಿಸಬೇಕು ಎಂದು ಒತ್ತಾಯಿಸಿದರು.: [198, 379, 362, 564]
- parishrama-body: ಚಿತ್ರದುರ್ಗ: ಜೀವನದಲ್ಲಿ ಯಶಸ್ಸು ಸಾಧಿಸಬೇಕಾದರೆ ಕಠಿಣ ಪರಿಶ್ರಮ ಅಗತ್ಯ. ವಿದ್ಯಾರ್ಥಿಗಳು ನಿರಂತರ ಅಧ್ಯಯನದ ಮೂಲಕ ಉನ್ನತ ಸ್ಥಾನಕ್ಕೇರಬೇಕು ಎಂದು ಸಾಹಿತಿಗಳು ಅಭಿಪ್ರಾಯಪಟ್ಟರು. ನಗರದ ಕಾಲೇಜಿನಲ್ಲಿ ಆಯೋಜಿಸಿದ್ದ ಪ್ರತಿಭಾ ಪುರಸ್ಕಾರ ಸಮಾರಂಭದಲ್ಲಿ ಮಾತನಾಡಿದರು. ಶಿಕ್ಷಣ ಎಂಬುದು ಕೇವಲ ಅಂಕ ಗಳಿಕೆಗೆ ಸೀಮಿತವಾಗಬಾರದು. ಮೌಲ್ಯಾಧಾರಿತ ಶಿಕ್ಷಣ ಪಡೆದು ಸಮಾಜಕ್ಕೆ ಮಾದರಿಯಾಗಬೇಕು. ವಿದ್ಯಾರ್ಥಿ ಜೀವನ ಅಮೂಲ್ಯವಾದುದು. ಗುರು ಹಿರಿಯರಿಗೆ ಗೌರವ ನೀಡುವ ಸಂಸ್ಕಾರ ಬೆಳೆಸಿಕೊಳ್ಳಬೇಕು ಎಂದರು. ಬಾಪೂಜಿ ಶಿಕ್ಷಣ ಸಂಸ್ಥೆಯ ಕಾರ್ಯದರ್ಶಿ, ಪ್ರಾಚಾರ್ಯರು, ಉಪನ್ಯಾಸಕರು ಹಾಗೂ ವಿದ್ಯಾರ್ಥಿಗಳು ಉಪಸ್ಥಿತರಿದ್ದರು. ಉತ್ತಮ ಅಂಕ ಗಳಿಸಿದ ವಿದ್ಯಾರ್ಥಿಗಳನ್ನು ಸನ್ಮಾನಿಸಲಾಯಿತು.: [490, 989, 712, 1099]
- yoga-headline: ಕಾರ್ಯಕ್ರಮ ಯಶಸ್ವಿಗೊಳಿಸಲು ಮನವಿ ಯೋಗ ದಿನಾಚರಣೆಗೆ ಸಜ್ಜು: [688, 307, 927, 344]
- dharmasthala-body-col1: ಹೊಸದುರ್ಗ: ನಗರದ ಕೋಟೆ ಬಡಾವಣೆ ನಿವಾಸಿ ಪುಟ್ಟರಾಜು ಅವರು ಕಳೆದ ಕೆಲ ವರ್ಷಗಳ ಹಿಂದೆ ಅಪಘಾತದಲ್ಲಿ ಕಾಲು ಕಳೆದುಕೊಂಡು ಸಂಕಷ್ಟಕ್ಕೆ ಸಿಲುಕಿದ್ದರು. ಅವರ ಪರಿಸ್ಥಿತಿಯನ್ನು ಗಮನಿಸಿದ ಶ್ರೀ ಕ್ಷೇತ್ರ ಧರ್ಮಸ್ಥಳ ಗ್ರಾಮಾಭಿವೃದ್ಧಿ ಯೋಜನೆಯ ವತಿಯಿಂದ ವೀಲ್‌ಚೇರ್ ಹಾಗೂ ಪ್ರತಿ ತಿಂಗಳು 2000 ರೂ. ಮಾಸಾಶನ ಮಂಜೂರು ಮಾಡಲಾಗಿದೆ. ಮಾಸಾಶನ ಮಂಜೂರಾತಿ ಪತ್ರವನ್ನು ಯೋಜನೆಯ ಅಧಿಕಾರಿಗಳು ವಿತರಿಸಿದರು. ತಾಲ್ಲೂಕಿನಲ್ಲಿ ಒಟ್ಟು 210 ನಿರ್ಗತಿಕರಿಗೆ ಮಾಸಾಶನ ನೀಡಲಾಗುತ್ತಿದೆ.: [490, 793, 626, 928]
- temp-min: 22: [678, 17, 709, 42]
- date: 11 ಜೂನ್ 2025: [838, 24, 898, 34]
- dharmasthala-story: [486, 766, 940, 952]
- yoga-photo: [690, 360, 936, 456]
- story-body-prajegalu: ಭೀಮಸಮುದ್ರ: ಮಕ್ಕಳು ಶಿಕ್ಷಣ ಪಡೆದು ದೇಶದ ಉತ್ತಮ ಪ್ರಜೆಯಾಗಬೇಕು. ದೇಶಕ್ಕೆ ಕೀರ್ತಿ ತರುವ ಹಾಗೂ ಸಮಾಜಕ್ಕೆ ಕೊಡುಗೆ ನೀಡುವ ವ್ಯಕ್ತಿಗಳಾಗಿ ಹೊರಹೊಮ್ಮಬೇಕು ಎಂದು ಉದ್ಯಮಿ ಜಿ.ಎಂ.ಎಂ.ಬಸವರಾಜ್ ತಿಳಿಸಿದರು. ಚಿಕ್ಕಪುರ ಗ್ರಾಮದಲ್ಲಿ ಪ್ರೌಢಶಾಲೆ ಹಾಗೂ ಸರ್ಕಾರಿ ಹಿರಿಯ ಪ್ರಾಥಮಿಕ ಶಾಲೆಗೆ ಉಚಿತ ನೋಟ್‌ಬುಕ್ ವಿತರಣಾ ಕಾರ್ಯಕ್ರಮದಲ್ಲಿ ಮಾತನಾಡಿದರು. ಸರ್ಕಾರದ ಮಕ್ಕಳಿಗೆ ಪಠ್ಯಪುಸ್ತಕಗಳನ್ನು ಮಾತ್ರ ನೀಡುತ್ತದೆ. ಆದರೆ ನಾವು ನೋಟ್‌ಬುಕ್ ಹಾಗೂ ಶಾಲಾ ಬ್ಯಾಗ್ ವಿತರಿಸುತ್ತಿದ್ದೇವೆ. ಸತತ 4ನೇ ವರ್ಷದಿಂದ ಈ ಕಾರ್ಯಕ್ರಮ ಮಾಡುತ್ತಿದ್ದೇವೆ. ಸುಮಾರು 400 ಮಕ್ಕಳಿಗೆ ನೋಟ್‌ಬುಕ್ ಕೊಟ್ಟಿದ್ದು ಮುಂದಿನ ದಿನಗಳಲ್ಲಿ ಹೆಚ್ಚಿನ ಸೌಲಭ್ಯ ನೀಡುವ ಕಾರ್ಯಕ್ರಮವನ್ನು ಹಮ್ಮಿಕೊಳ್ಳಲಾಗುವುದು ಎಂದರು. ಸಮಾಜದಲ್ಲಿ ಅಕ್ಷರಜ್ಞಾನ ಇಲ್ಲವೆಂದರೆ ಏನು ಸಾಧ್ಯವಿಲ್ಲ. ಮಕ್ಕಳು ಒತ್ತಡ ರಹಿತವಾಗಿ ವಿದ್ಯಾಭ್ಯಾಸವನ್ನು ಕಲಿಯಬೇಕು ಎಂದರು. ಕಾರ್ಯಕ್ರಮದಲ್ಲಿ ತ್ರಿಪಾಲ್ ಗೌಡ, ಮುಖ್ಯ ಶಿಕ್ಷಕರಾದ ಗಾಯತ್ರಿ, ಪ್ರಭಾಕರ, ವೀಣಾ, ಮಲ್ಲೇಶಪ್ಪ, ವಿದ್ಯಾರ್ಥಿಗಳು ಇದ್ದರು.: [444, 101, 700, 236]
- divider: [190, 762, 940, 763]
- dot: [880, 1526, 889, 1531]
- dot: [61, 1526, 70, 1531]
- parishrama-headline: ಪರಿಶ್ರಮದಿಂದ ಮಾತ್ರ ಸಾಧನೆ: [490, 961, 646, 981]
- dot: [902, 1526, 911, 1531]
- kirusuddi-label: ಕಿರುಸುದ್ದಿ: [51, 78, 110, 102]
- dharmasthala-photo: [632, 792, 778, 848]
- registration-marks-mid: [330, 1520, 374, 1530]
- divider: [6, 634, 178, 635]
- left-column: [0, 64, 183, 1214]
- dot: [891, 1526, 900, 1531]
- temp-max: 31: [632, 17, 663, 42]
- divider: [486, 956, 940, 957]
- temp-min-label: ಕನಿಷ್ಠ: [680, 8, 692, 16]
- kirusuddi-badge: [6, 70, 154, 110]
- paper-tagline: ರಾಷ್ಟ್ರ ಜಾಗೃತಿಯ ದೈನಿಕ: [60, 36, 109, 44]
